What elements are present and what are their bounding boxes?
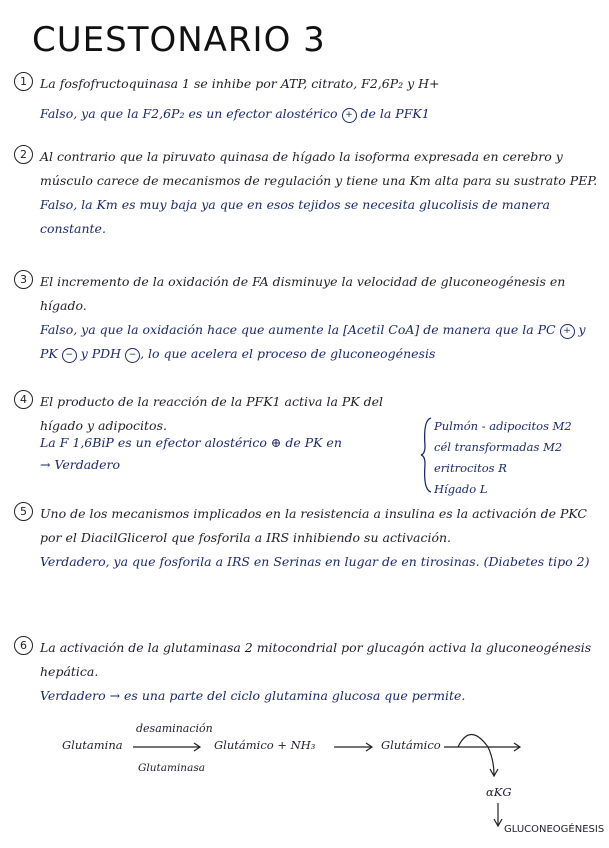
glutaminasa-label: Glutaminasa <box>138 762 205 774</box>
minus-sign-circle: − <box>125 348 140 363</box>
glutamico-nh3-label: Glutámico + NH₃ <box>214 738 316 752</box>
question-answer: La F 1,6BiP es un efector alostérico ⊕ de PK en → Verdadero <box>40 435 342 472</box>
question-answer: Falso, ya que la oxidación hace que aumente la [Acetil CoA] de manera que la PC + y PK − y PDH − , lo que acelera el proceso de gluconeogénesis <box>40 322 586 361</box>
question-statement: Al contrario que la piruvato quinasa de hígado la isoforma expresada en cerebro y músculo carece de mecanismos de regulación y tiene una Km alta para su sustrato PEP. <box>40 149 598 188</box>
question-answer: Verdadero → es una parte del ciclo glutamina glucosa que permite. <box>40 688 466 703</box>
list-item: cél transformadas M2 <box>434 440 563 454</box>
question-number: 1 <box>14 72 33 91</box>
list-item: Hígado L <box>434 482 488 496</box>
glutamina-label: Glutamina <box>62 738 123 752</box>
gluconeogenesis-label: GLUCONEOGÉNESIS <box>504 824 605 835</box>
question-statement: La fosfofructoquinasa 1 se inhibe por ATP, citrato, F2,6P₂ y H+ <box>40 76 440 91</box>
question-statement: Uno de los mecanismos implicados en la resistencia a insulina es la activación de PKC por el DiacilGlicerol que fosforila a IRS inhibiendo su activación. <box>40 506 587 545</box>
glutamico-label: Glutámico <box>381 738 441 752</box>
question-answer: Verdadero, ya que fosforila a IRS en Serinas en lugar de en tirosinas. (Diabetes tipo 2) <box>40 554 590 569</box>
minus-sign-circle: − <box>62 348 77 363</box>
plus-sign-circle: + <box>342 108 357 123</box>
list-item: Pulmón - adipocitos M2 <box>434 419 572 433</box>
question-number: 4 <box>14 390 33 409</box>
question-answer: Falso, ya que la F2,6P₂ es un efector alostérico + de la PFK1 <box>40 106 430 121</box>
page-title: CUESTONARIO 3 <box>32 20 326 60</box>
curved-arrow-icon <box>458 735 494 776</box>
akg-label: αKG <box>486 785 512 799</box>
question-statement: La activación de la glutaminasa 2 mitocondrial por glucagón activa la gluconeogénesis hepática. <box>40 640 592 679</box>
question-number: 3 <box>14 270 33 289</box>
question-number: 6 <box>14 636 33 655</box>
question-answer: Falso, la Km es muy baja ya que en esos tejidos se necesita glucolisis de manera constante. <box>40 197 550 236</box>
question-number: 2 <box>14 145 33 164</box>
question-statement: El producto de la reacción de la PFK1 activa la PK del hígado y adipocitos. <box>40 394 383 433</box>
question-statement: El incremento de la oxidación de FA disminuye la velocidad de gluconeogénesis en hígado. <box>40 274 566 313</box>
list-item: eritrocitos R <box>434 461 507 475</box>
desaminacion-label: desaminación <box>136 722 213 735</box>
plus-sign-circle: + <box>560 324 575 339</box>
question-number: 5 <box>14 502 33 521</box>
